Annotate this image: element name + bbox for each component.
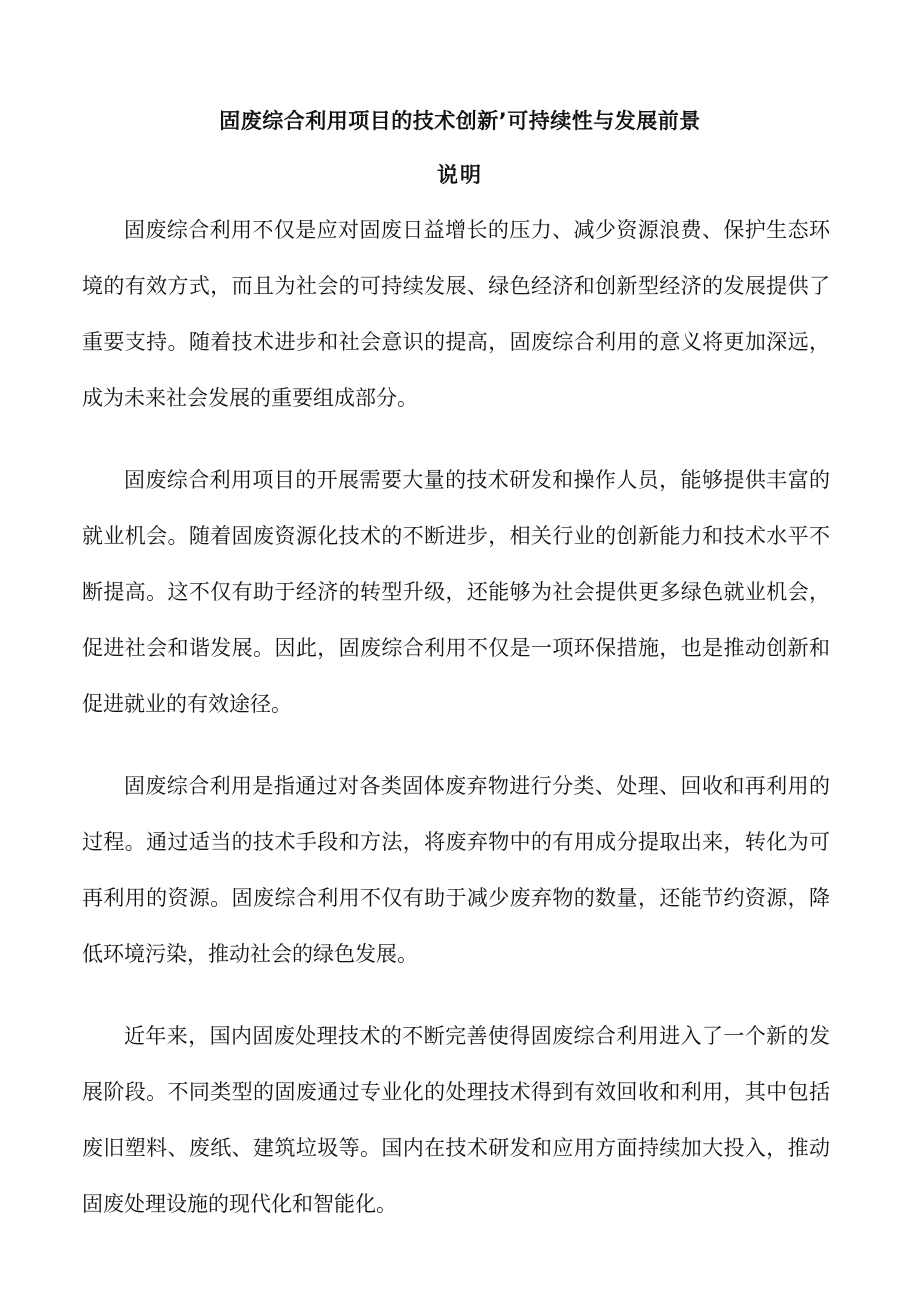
paragraph-1: 固废综合利用不仅是应对固废日益增长的压力、减少资源浪费、保护生态环境的有效方式，而且为社会的可持续发展、绿色经济和创新型经济的发展提供了重要支持。随着技术进步和社会意识的提高，固废综合利用的意义将更加深远，成为未来社会发展的重要组成部分。	[82, 218, 830, 410]
paragraph-4: 近年来，国内固废处理技术的不断完善使得固废综合利用进入了一个新的发展阶段。不同类型的固废通过专业化的处理技术得到有效回收和利用，其中包括废旧塑料、废纸、建筑垃圾等。国内在技术研发和应用方面持续加大投入，推动固废处理设施的现代化和智能化。	[82, 1024, 830, 1216]
paragraph-2: 固废综合利用项目的开展需要大量的技术研发和操作人员，能够提供丰富的就业机会。随着固废资源化技术的不断进步，相关行业的创新能力和技术水平不断提高。这不仅有助于经济的转型升级，还能够为社会提供更多绿色就业机会，促进社会和谐发展。因此，固废综合利用不仅是一项环保措施，也是推动创新和促进就业的有效途径。	[82, 468, 830, 716]
document-body	[82, 202, 830, 1258]
paragraph-3: 固废综合利用是指通过对各类固体废弃物进行分类、处理、回收和再利用的过程。通过适当的技术手段和方法，将废弃物中的有用成分提取出来，转化为可再利用的资源。固废综合利用不仅有助于减少废弃物的数量，还能节约资源，降低环境污染，推动社会的绿色发展。	[82, 774, 830, 966]
document-subtitle: 说明	[437, 163, 483, 187]
document-title: 固废综合利用项目的技术创新’可持续性与发展前景	[219, 109, 701, 133]
